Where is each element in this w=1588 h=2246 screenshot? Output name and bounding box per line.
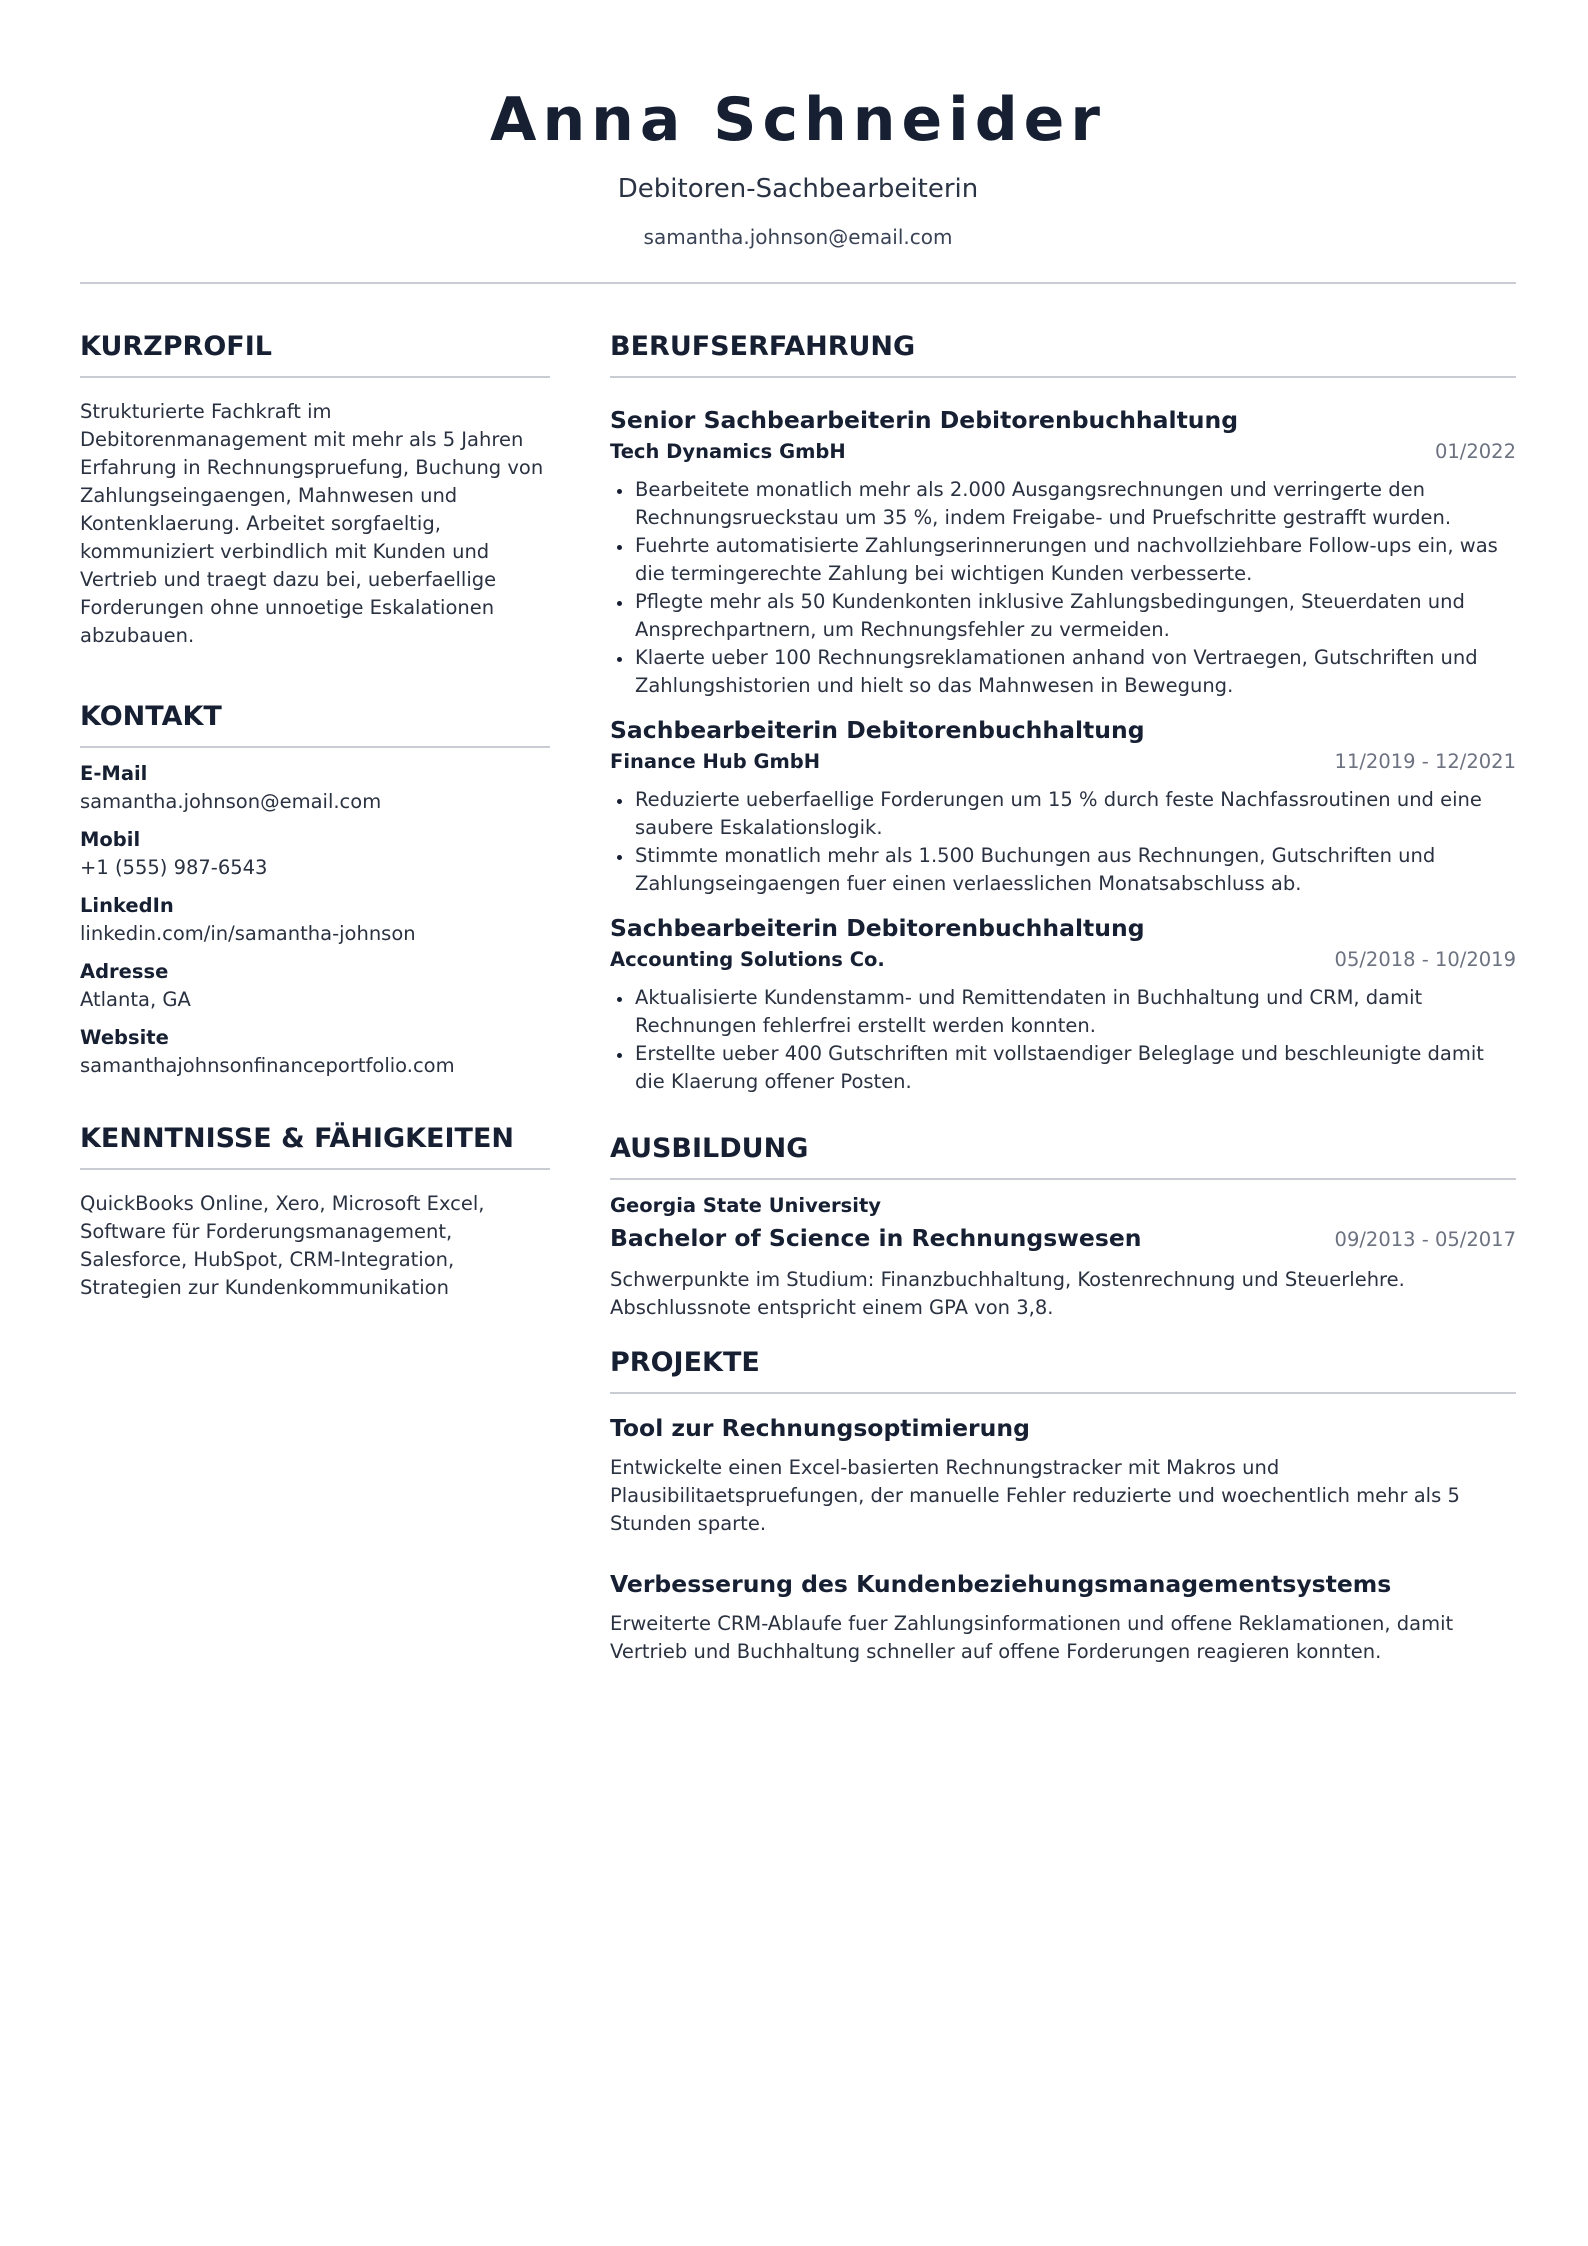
job-meta bbox=[610, 946, 1516, 974]
job-company: Accounting Solutions Co. bbox=[610, 948, 885, 971]
contact-label: Adresse bbox=[80, 960, 169, 983]
section-divider bbox=[80, 746, 550, 748]
job-position: Senior Sachbearbeiterin Debitorenbuchhaltung bbox=[610, 406, 1239, 434]
job-bullets bbox=[610, 984, 1516, 1096]
contact-item-linkedin bbox=[80, 892, 550, 948]
education-text: Schwerpunkte im Studium: Finanzbuchhaltung, Kostenrechnung und Steuerlehre. Abschlussnote entspricht einem GPA von 3,8. bbox=[610, 1268, 1405, 1319]
job-entry bbox=[610, 714, 1516, 898]
profile-text: Strukturierte Fachkraft im Debitorenmanagement mit mehr als 5 Jahren Erfahrung in Rechnungspruefung, Buchung von Zahlungseingaengen, Mahnwesen und Kontenklaerung. Arbeitet sorgfaeltig, kommuniziert verbindlich mit Kunden und Vertrieb und traegt dazu bei, ueberfaellige Forderungen ohne unnoetige Eskalationen abzubauen. bbox=[80, 400, 544, 647]
education-row bbox=[610, 1222, 1516, 1254]
job-bullets bbox=[610, 476, 1516, 700]
job-bullet: Aktualisierte Kundenstamm- und Remittendaten in Buchhaltung und CRM, damit Rechnungen fehlerfrei erstellt werden konnten. bbox=[610, 984, 1516, 1040]
job-date: 05/2018 - 10/2019 bbox=[1334, 948, 1516, 971]
project-title: Verbesserung des Kundenbeziehungsmanagementsystems bbox=[610, 1570, 1392, 1598]
candidate-name: Anna Schneider bbox=[490, 85, 1106, 155]
contact-item-address bbox=[80, 958, 550, 1014]
project-entry bbox=[610, 1568, 1516, 1666]
job-meta bbox=[610, 748, 1516, 776]
job-entry bbox=[610, 912, 1516, 1096]
section-divider bbox=[80, 376, 550, 378]
skills-section bbox=[80, 1120, 550, 1302]
job-date: 11/2019 - 12/2021 bbox=[1334, 750, 1516, 773]
job-bullet: Reduzierte ueberfaellige Forderungen um 15 % durch feste Nachfassroutinen und eine saubere Eskalationslogik. bbox=[610, 786, 1516, 842]
job-bullets bbox=[610, 786, 1516, 898]
education-degree: Bachelor of Science in Rechnungswesen bbox=[610, 1224, 1142, 1252]
job-entry bbox=[610, 404, 1516, 700]
candidate-title: Debitoren-Sachbearbeiterin bbox=[617, 174, 979, 204]
section-title: KONTAKT bbox=[80, 701, 222, 732]
project-text: Entwickelte einen Excel-basierten Rechnungstracker mit Makros und Plausibilitaetspruefungen, der manuelle Fehler reduzierte und woechentlich mehr als 5 Stunden sparte. bbox=[610, 1456, 1460, 1535]
contact-label: E-Mail bbox=[80, 762, 148, 785]
education-school: Georgia State University bbox=[610, 1194, 881, 1217]
contact-item-email bbox=[80, 760, 550, 816]
project-text: Erweiterte CRM-Ablaufe fuer Zahlungsinformationen und offene Reklamationen, damit Vertrieb und Buchhaltung schneller auf offene Forderungen reagieren konnten. bbox=[610, 1612, 1454, 1663]
job-meta bbox=[610, 438, 1516, 466]
project-entry bbox=[610, 1412, 1516, 1538]
section-divider bbox=[610, 1392, 1516, 1394]
contact-section bbox=[80, 698, 550, 1080]
contact-item-website bbox=[80, 1024, 550, 1080]
contact-item-phone bbox=[80, 826, 550, 882]
job-bullet: Bearbeitete monatlich mehr als 2.000 Ausgangsrechnungen und verringerte den Rechnungsrueckstau um 35 %, indem Freigabe- und Pruefschritte gestrafft wurden. bbox=[610, 476, 1516, 532]
experience-section bbox=[610, 328, 1516, 1096]
job-company: Tech Dynamics GmbH bbox=[610, 440, 846, 463]
section-divider bbox=[610, 1178, 1516, 1180]
job-date: 01/2022 bbox=[1434, 440, 1516, 463]
project-title: Tool zur Rechnungsoptimierung bbox=[610, 1414, 1030, 1442]
profile-section bbox=[80, 328, 550, 650]
projects-section bbox=[610, 1344, 1516, 1666]
resume-header bbox=[80, 78, 1516, 252]
contact-website-link[interactable]: samanthajohnsonfinanceportfolio.com bbox=[80, 1054, 455, 1077]
job-bullet: Fuehrte automatisierte Zahlungserinnerungen und nachvollziehbare Follow-ups ein, was die termingerechte Zahlung bei wichtigen Kunden verbesserte. bbox=[610, 532, 1516, 588]
contact-address: Atlanta, GA bbox=[80, 988, 191, 1011]
section-title: BERUFSERFAHRUNG bbox=[610, 331, 916, 362]
section-divider bbox=[80, 1168, 550, 1170]
right-column bbox=[610, 328, 1516, 1696]
job-position: Sachbearbeiterin Debitorenbuchhaltung bbox=[610, 914, 1145, 942]
job-company: Finance Hub GmbH bbox=[610, 750, 821, 773]
section-title: KENNTNISSE & FÄHIGKEITEN bbox=[80, 1123, 515, 1154]
job-position: Sachbearbeiterin Debitorenbuchhaltung bbox=[610, 716, 1145, 744]
skills-text: QuickBooks Online, Xero, Microsoft Excel, Software für Forderungsmanagement, Salesforce, HubSpot, CRM-Integration, Strategien zur Kundenkommunikation bbox=[80, 1192, 485, 1299]
header-divider bbox=[80, 282, 1516, 284]
job-bullet: Pflegte mehr als 50 Kundenkonten inklusive Zahlungsbedingungen, Steuerdaten und Ansprechpartnern, um Rechnungsfehler zu vermeiden. bbox=[610, 588, 1516, 644]
contact-label: Website bbox=[80, 1026, 169, 1049]
contact-email-link[interactable]: samantha.johnson@email.com bbox=[80, 790, 382, 813]
job-bullet: Erstellte ueber 400 Gutschriften mit vollstaendiger Beleglage und beschleunigte damit die Klaerung offener Posten. bbox=[610, 1040, 1516, 1096]
education-section bbox=[610, 1130, 1516, 1322]
header-email[interactable]: samantha.johnson@email.com bbox=[643, 225, 953, 249]
education-date: 09/2013 - 05/2017 bbox=[1334, 1228, 1516, 1251]
left-column bbox=[80, 328, 550, 1302]
section-title: PROJEKTE bbox=[610, 1347, 760, 1378]
contact-label: Mobil bbox=[80, 828, 141, 851]
job-bullet: Stimmte monatlich mehr als 1.500 Buchungen aus Rechnungen, Gutschriften und Zahlungseingaengen fuer einen verlaesslichen Monatsabschluss ab. bbox=[610, 842, 1516, 898]
section-title: AUSBILDUNG bbox=[610, 1133, 809, 1164]
contact-label: LinkedIn bbox=[80, 894, 174, 917]
contact-linkedin-link[interactable]: linkedin.com/in/samantha-johnson bbox=[80, 922, 416, 945]
contact-phone-link[interactable]: +1 (555) 987-6543 bbox=[80, 856, 268, 879]
section-title: KURZPROFIL bbox=[80, 331, 272, 362]
section-divider bbox=[610, 376, 1516, 378]
job-bullet: Klaerte ueber 100 Rechnungsreklamationen anhand von Vertraegen, Gutschriften und Zahlungshistorien und hielt so das Mahnwesen in Bewegung. bbox=[610, 644, 1516, 700]
